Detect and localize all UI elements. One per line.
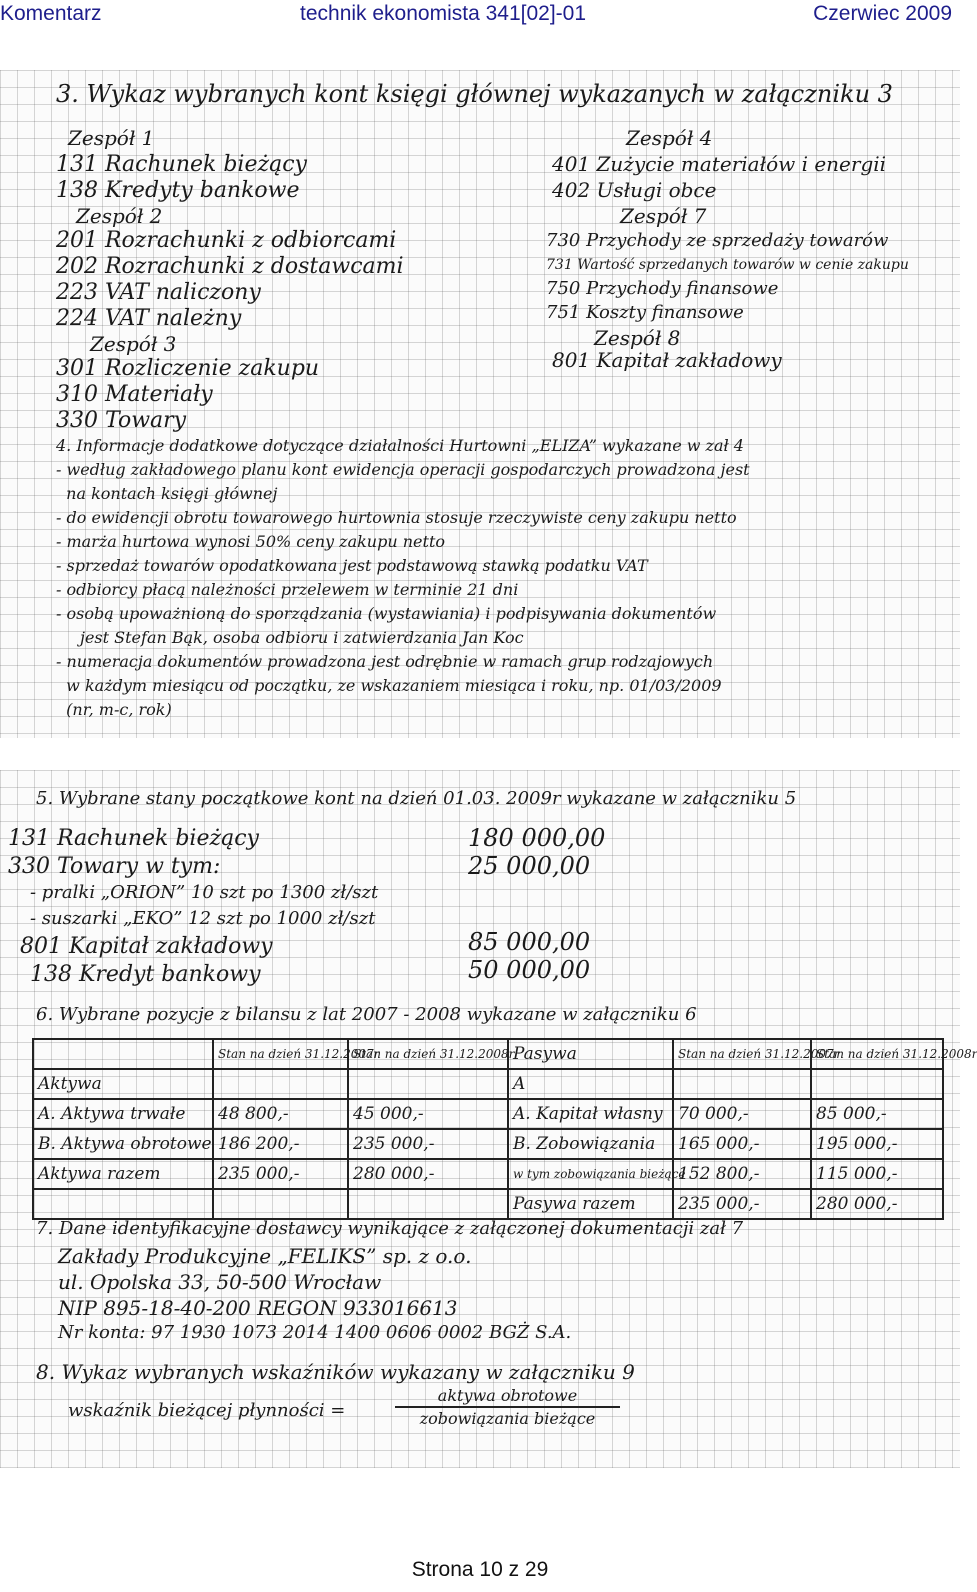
table-row [33,1069,943,1099]
account-left-3: Zespół 2 [76,204,163,228]
table-cell [811,1069,943,1099]
table-cell: 280 000,- [811,1189,943,1219]
opening-balance-value-1: 25 000,00 [468,852,591,880]
table-header-cell: Pasywa [508,1039,673,1069]
page-number: Strona 10 z 29 [411,1558,549,1581]
account-left-1: 131 Rachunek bieżący [56,152,307,177]
section7-line-1: Zakłady Produkcyjne „FELIKS” sp. z o.o. [58,1244,472,1268]
handwritten-sheet-bottom [0,770,977,1468]
table-cell: 235 000,- [348,1129,508,1159]
opening-balance-label-0: 131 Rachunek bieżący [8,826,259,851]
account-right-2: 402 Usługi obce [552,178,717,202]
table-cell [33,1189,213,1219]
section4-line-5: - sprzedaż towarów opodatkowana jest podstawową stawką podatku VAT [56,556,648,575]
section7-line-2: ul. Opolska 33, 50-500 Wrocław [58,1270,382,1294]
section4-line-0: 4. Informacje dodatkowe dotyczące działalności Hurtowni „ELIZA” wykazane w zał 4 [56,436,744,455]
table-cell: 85 000,- [811,1099,943,1129]
fraction-denominator: zobowiązania bieżące [419,1409,596,1428]
header-left: Komentarz [0,2,102,25]
table-header-cell: Stan na dzień 31.12.2007r [213,1039,348,1069]
table-cell [348,1189,508,1219]
account-left-6: 223 VAT naliczony [56,280,261,305]
section4-line-3: - do ewidencji obrotu towarowego hurtownia stosuje rzeczywiste ceny zakupu netto [56,508,737,527]
table-header-cell [33,1039,213,1069]
section5-title: 5. Wybrane stany początkowe kont na dzień 01.03. 2009r wykazane w załączniku 5 [36,788,797,809]
account-right-9: 801 Kapitał zakładowy [552,348,782,372]
section4-line-8: jest Stefan Bąk, osoba odbioru i zatwierdzania Jan Koc [80,628,524,647]
section4-line-10: w każdym miesiącu od początku, ze wskazaniem miesiąca i roku, np. 01/03/2009 [56,676,722,695]
table-cell: 280 000,- [348,1159,508,1189]
header-right: Czerwiec 2009 [813,2,952,25]
section4-line-6: - odbiorcy płacą należności przelewem w terminie 21 dni [56,580,519,599]
table-cell: B. Aktywa obrotowe [33,1129,213,1159]
account-left-8: Zespół 3 [90,332,177,356]
section7-line-4: Nr konta: 97 1930 1073 2014 1400 0606 0002 BGŻ S.A. [58,1322,572,1343]
account-left-10: 310 Materiały [56,382,213,407]
section7-line-0: 7. Dane identyfikacyjne dostawcy wynikające z załączonej dokumentacji zał 7 [36,1218,744,1239]
opening-balance-label-2: - pralki „ORION” 10 szt po 1300 zł/szt [30,882,379,903]
header-center: technik ekonomista 341[02]-01 [300,2,587,25]
account-left-5: 202 Rozrachunki z dostawcami [56,254,404,279]
table-cell: A. Aktywa trwałe [33,1099,213,1129]
table-header-cell: Stan na dzień 31.12.2008r [811,1039,943,1069]
table-cell: B. Zobowiązania [508,1129,673,1159]
section4-line-11: (nr, m-c, rok) [56,700,172,719]
table-cell: 195 000,- [811,1129,943,1159]
table-row [33,1129,943,1159]
opening-balance-label-1: 330 Towary w tym: [8,854,221,879]
opening-balance-label-4: 801 Kapitał zakładowy [20,934,273,959]
opening-balance-label-3: - suszarki „EKO” 12 szt po 1000 zł/szt [30,908,376,929]
account-left-0: Zespół 1 [68,126,155,150]
section4-line-1: - według zakładowego planu kont ewidencja operacji gospodarczych prowadzona jest [56,460,750,479]
account-right-8: Zespół 8 [594,326,681,350]
table-cell [213,1189,348,1219]
table-header-cell: Stan na dzień 31.12.2007r [673,1039,811,1069]
table-cell: 152 800,- [673,1159,811,1189]
section3-title: 3. Wykaz wybranych kont księgi głównej wykazanych w załączniku 3 [56,80,893,108]
account-right-3: Zespół 7 [620,204,707,228]
section4-line-9: - numeracja dokumentów prowadzona jest odrębnie w ramach grup rodzajowych [56,652,714,671]
account-right-5: 731 Wartość sprzedanych towarów w cenie zakupu [546,257,909,273]
table-cell: 70 000,- [673,1099,811,1129]
section8-title: 8. Wykaz wybranych wskaźników wykazany w załączniku 9 [36,1360,635,1384]
opening-balance-value-4: 85 000,00 [468,928,591,956]
section4-line-4: - marża hurtowa wynosi 50% ceny zakupu netto [56,532,446,551]
table-cell: 186 200,- [213,1129,348,1159]
indicator-fraction [395,1386,620,1428]
balance-table [32,1038,977,1220]
account-left-9: 301 Rozliczenie zakupu [56,356,320,381]
table-cell: 115 000,- [811,1159,943,1189]
account-left-4: 201 Rozrachunki z odbiorcami [56,228,397,253]
account-left-2: 138 Kredyty bankowe [56,178,300,203]
section4-line-2: na kontach księgi głównej [56,484,278,503]
table-cell: Aktywa [33,1069,213,1099]
table-header-cell: Stan na dzień 31.12.2008r [348,1039,508,1069]
handwritten-sheet-top [0,70,960,738]
table-cell [348,1069,508,1099]
table-cell: 235 000,- [673,1189,811,1219]
section4-line-7: - osobą upoważnioną do sporządzania (wystawiania) i podpisywania dokumentów [56,604,717,623]
table-cell: 165 000,- [673,1129,811,1159]
table-row [33,1189,943,1219]
account-right-7: 751 Koszty finansowe [546,302,744,323]
table-cell: 48 800,- [213,1099,348,1129]
opening-balance-label-5: 138 Kredyt bankowy [30,962,261,987]
account-right-4: 730 Przychody ze sprzedaży towarów [546,230,889,251]
account-right-0: Zespół 4 [626,126,713,150]
table-cell: A [508,1069,673,1099]
table-cell [673,1069,811,1099]
table-cell: Aktywa razem [33,1159,213,1189]
table-cell: 235 000,- [213,1159,348,1189]
indicator-label: wskaźnik bieżącej płynności = [68,1400,346,1421]
table-cell: w tym zobowiązania bieżące [508,1159,673,1189]
account-right-1: 401 Zużycie materiałów i energii [552,152,887,176]
section7-line-3: NIP 895-18-40-200 REGON 933016613 [58,1296,458,1320]
table-header-row [33,1039,943,1069]
opening-balance-value-5: 50 000,00 [468,956,591,984]
account-left-7: 224 VAT należny [56,306,242,331]
table-row [33,1099,943,1129]
table-cell: 45 000,- [348,1099,508,1129]
fraction-numerator: aktywa obrotowe [395,1386,620,1408]
table-cell [213,1069,348,1099]
page-header [0,0,960,30]
account-left-11: 330 Towary [56,408,187,433]
account-right-6: 750 Przychody finansowe [546,278,779,299]
table-row [33,1159,943,1189]
table-cell: A. Kapitał własny [508,1099,673,1129]
section6-title: 6. Wybrane pozycje z bilansu z lat 2007 - 2008 wykazane w załączniku 6 [36,1004,697,1025]
table-cell: Pasywa razem [508,1189,673,1219]
opening-balance-value-0: 180 000,00 [468,824,606,852]
